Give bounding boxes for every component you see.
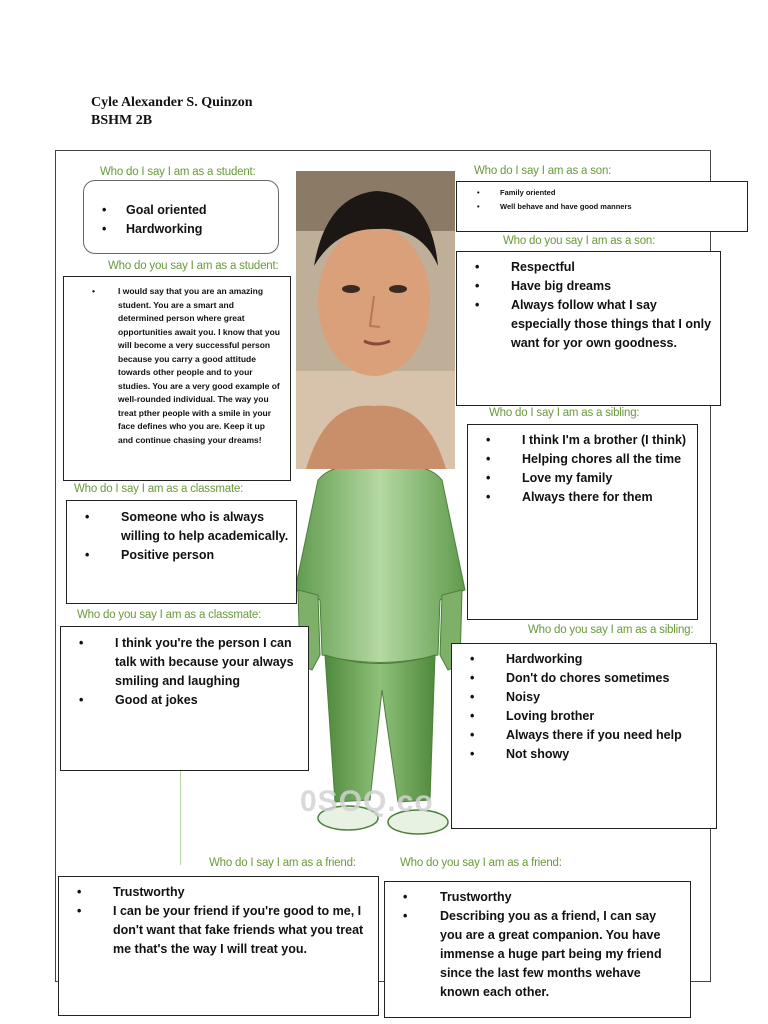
list-student-self [84, 201, 278, 239]
box-student-self [83, 180, 279, 254]
list-item: • Don't do chores sometimes [452, 669, 716, 688]
box-student-you [63, 276, 291, 481]
list-item: • Always there if you need help [452, 726, 716, 745]
list-item: • Hardworking [452, 650, 716, 669]
list-item: • I would say that you are an amazing student. You are a smart and determined person where great opportunities await you. I know that you will become a very successful person because you carry a good attitude towards other people and to your studies. You are a very good example of well-rounded individual. The way you treat pther people with a smile in your face defines who you are. Keep it up and continue chasing your dreams! [64, 285, 290, 447]
list-item: • Hardworking [84, 220, 278, 239]
list-item: • Trustworthy [385, 888, 680, 907]
list-item: • Respectful [457, 258, 714, 277]
list-item: • Always follow what I say especially those things that I only want for yor own goodness. [457, 296, 714, 353]
list-item: • Describing you as a friend, I can say you are a great companion. You have immense a huge part being my friend since the last few months wehave known each other. [385, 907, 680, 1002]
list-item: • Not showy [452, 745, 716, 764]
list-friend-you [385, 888, 680, 1002]
heading-son-self: Who do I say I am as a son: [474, 165, 612, 177]
list-item: • I think I'm a brother (I think) [468, 431, 697, 450]
student-name: Cyle Alexander S. Quinzon [91, 95, 253, 110]
heading-student-self: Who do I say I am as a student: [100, 166, 256, 178]
list-item: • Loving brother [452, 707, 716, 726]
list-item: • Family oriented [457, 186, 747, 200]
list-item: • I can be your friend if you're good to me, I don't want that fake friends what you treat me that's the way I will treat you. [59, 902, 368, 959]
heading-son-you: Who do you say I am as a son: [503, 235, 656, 247]
box-friend-you [384, 881, 691, 1018]
list-item: • Have big dreams [457, 277, 714, 296]
heading-student-you: Who do you say I am as a student: [108, 260, 279, 272]
list-item: • Helping chores all the time [468, 450, 697, 469]
list-item: • Well behave and have good manners [457, 200, 747, 214]
heading-sibling-you: Who do you say I am as a sibling: [528, 624, 694, 636]
box-classmate-self [66, 500, 297, 604]
list-item: • Positive person [67, 546, 290, 565]
list-item: • Noisy [452, 688, 716, 707]
list-son-self [457, 186, 747, 214]
list-son-you [457, 258, 714, 353]
list-item: • Love my family [468, 469, 697, 488]
list-item: • I think you're the person I can talk with because your always smiling and laughing [61, 634, 302, 691]
student-class: BSHM 2B [91, 113, 153, 128]
box-son-self [456, 181, 748, 232]
list-item: • Someone who is always willing to help academically. [67, 508, 290, 546]
decorative-line [180, 770, 181, 865]
list-classmate-you [61, 634, 302, 710]
list-sibling-you [452, 650, 716, 764]
list-sibling-self [468, 431, 697, 507]
heading-friend-you: Who do you say I am as a friend: [400, 857, 562, 869]
box-son-you [456, 251, 721, 406]
person-photo-illustration [296, 171, 455, 469]
heading-friend-self: Who do I say I am as a friend: [209, 857, 356, 869]
list-item: • Always there for them [468, 488, 697, 507]
list-item: • Trustworthy [59, 883, 368, 902]
heading-classmate-self: Who do I say I am as a classmate: [74, 483, 244, 495]
list-friend-self [59, 883, 368, 959]
profile-photo [296, 171, 455, 469]
heading-sibling-self: Who do I say I am as a sibling: [489, 407, 640, 419]
list-item: • Goal oriented [84, 201, 278, 220]
list-classmate-self [67, 508, 290, 565]
box-sibling-self [467, 424, 698, 620]
heading-classmate-you: Who do you say I am as a classmate: [77, 609, 262, 621]
box-sibling-you [451, 643, 717, 829]
box-friend-self [58, 876, 379, 1016]
watermark-text: 0SOQ.co [300, 785, 434, 818]
list-item: • Good at jokes [61, 691, 302, 710]
box-classmate-you [60, 626, 309, 771]
list-student-you [64, 285, 290, 447]
